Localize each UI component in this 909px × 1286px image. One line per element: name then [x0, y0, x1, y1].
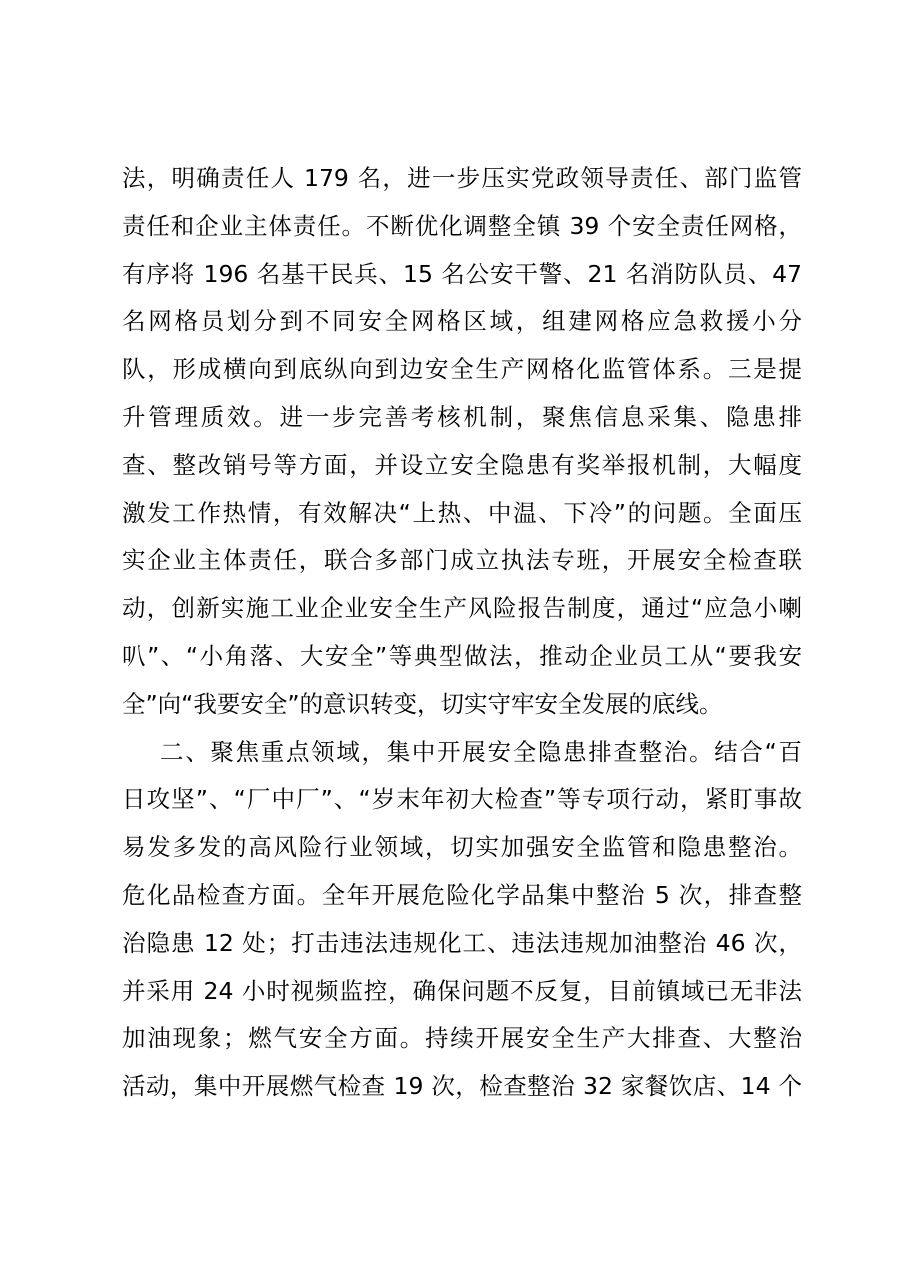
text-line: 有序将 196 名基干民兵、15 名公安干警、21 名消防队员、47 [122, 259, 802, 288]
text-line: 加油现象；燃气安全方面。持续开展安全生产大排查、大整治 [122, 1024, 802, 1053]
text-line: 法，明确责任人 179 名，进一步压实党政领导责任、部门监管 [122, 164, 802, 192]
text-line: 升管理质效。进一步完善考核机制，聚焦信息采集、隐患排 [122, 402, 802, 431]
text-line: 二、聚焦重点领域，集中开展安全隐患排查整治。结合“百 [160, 737, 802, 766]
text-line: 活动，集中开展燃气检查 19 次，检查整治 32 家餐饮店、14 个 [122, 1072, 802, 1101]
text-line: 全”向“我要安全”的意识转变，切实守牢安全发展的底线。 [122, 689, 723, 718]
text-line: 治隐患 12 处；打击违法违规化工、违法违规加油整治 46 次， [122, 928, 802, 957]
text-line: 叭”、“小角落、大安全”等典型做法，推动企业员工从“要我安 [122, 641, 802, 670]
text-line: 队，形成横向到底纵向到边安全生产网格化监管体系。三是提 [122, 355, 802, 384]
text-line: 并采用 24 小时视频监控，确保问题不反复，目前镇域已无非法 [122, 976, 802, 1005]
text-line: 日攻坚”、“厂中厂”、“岁末年初大检查”等专项行动，紧盯事故 [122, 785, 802, 814]
paragraph-hazard-inspection [122, 729, 802, 1111]
text-line: 查、整改销号等方面，并设立安全隐患有奖举报机制，大幅度 [122, 450, 802, 479]
text-line: 责任和企业主体责任。不断优化调整全镇 39 个安全责任网格， [122, 211, 802, 240]
text-line: 易发多发的高风险行业领域，切实加强安全监管和隐患整治。 [122, 833, 802, 862]
paragraph-safety-responsibility [122, 155, 802, 729]
document-body [122, 155, 802, 1111]
text-line: 实企业主体责任，联合多部门成立执法专班，开展安全检查联 [122, 546, 802, 575]
text-line: 激发工作热情，有效解决“上热、中温、下冷”的问题。全面压 [122, 498, 802, 527]
text-line: 名网格员划分到不同安全网格区域，组建网格应急救援小分 [122, 307, 802, 336]
text-line: 危化品检查方面。全年开展危险化学品集中整治 5 次，排查整 [122, 880, 802, 909]
text-line: 动，创新实施工业企业安全生产风险报告制度，通过“应急小喇 [122, 594, 802, 623]
